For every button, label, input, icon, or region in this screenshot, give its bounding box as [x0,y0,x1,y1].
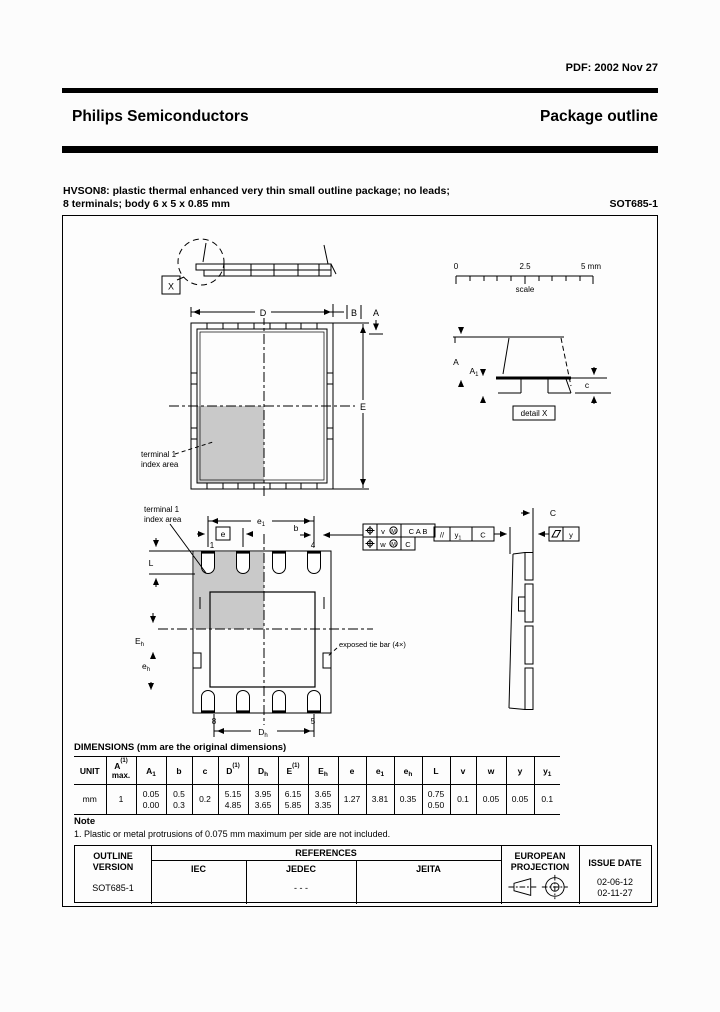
detail-x-marker-label: X [167,281,175,292]
parallelism-frame [434,527,510,554]
package-title-line1: HVSON8: plastic thermal enhanced very thin small outline package; no leads; [63,185,450,197]
scale-bar [454,262,602,294]
svg-text:L: L [148,558,154,568]
bottom-terminals [202,691,321,714]
svg-text:e: e [220,529,226,539]
svg-text:M: M [391,529,396,535]
dim-value-cell: 1 [106,785,136,815]
dim-col-header: $e_1$ [366,757,394,785]
dimensions-caption: DIMENSIONS (mm are the original dimensions) [74,742,287,753]
outline-version-value: SOT685-1 [92,883,134,893]
dim-col-header: w [476,757,506,785]
dim-value-cell: 0.35 [394,785,422,815]
svg-text:A: A [372,308,380,318]
european-projection-header: EUROPEAN [514,851,566,861]
dim-value-cell: 3.95 3.65 [248,785,278,815]
scale-tick-0: 0 [453,262,459,271]
svg-text:index area: index area [144,515,182,524]
dimension-E [333,323,370,489]
note-heading: Note [74,816,96,827]
svg-text:D: D [259,308,267,318]
brand-name: Philips Semiconductors [72,108,249,125]
dim-col-header: $A^{(1)}$ max. [106,757,136,785]
dim-col-header: $D^{(1)}$ [218,757,248,785]
dim-value-cell: 0.05 [506,785,534,815]
dim-value-cell: 0.75 0.50 [422,785,450,815]
dim-col-header: v [450,757,476,785]
dimension-L [149,538,195,587]
detail-x-callout-circle [178,239,224,285]
bottom-view [135,505,435,739]
dimension-Dh [211,714,314,739]
scale-tick-end: 5 mm [581,262,601,271]
svg-text:e1: $e_1$ [256,516,266,528]
dim-col-header: UNIT [74,757,106,785]
issue-date-header: ISSUE DATE [588,858,642,868]
svg-text:A1: $A_1$ [469,366,479,378]
note-item: 1. Plastic or metal protrusions of 0.075 mm maximum per side are not included. [74,829,391,839]
header-rule-top [62,88,658,93]
dimension-b [294,523,363,535]
tie-bar-right [323,653,331,668]
svg-text:C A B: C A B [408,527,428,536]
svg-text:C: C [405,540,411,549]
dimension-e [197,527,253,547]
dimension-A1-detail [469,366,483,403]
dimension-c-detail [585,367,594,404]
jeita-header: JEITA [416,864,441,874]
scale-tick-mid: 2.5 [519,262,531,271]
pdf-date: PDF: 2002 Nov 27 [565,62,658,74]
dim-col-header: $E^{(1)}$ [278,757,308,785]
jedec-header: JEDEC [285,864,316,874]
dim-col-header: $E_h$ [308,757,338,785]
svg-text:w: w [380,540,386,549]
dimensions-table [74,756,560,815]
svg-text:terminal 1: terminal 1 [144,505,180,514]
dim-value-cell: 5.15 4.85 [218,785,248,815]
dim-value-cell: mm [82,794,97,805]
pin-5-label: 5 [310,717,316,726]
references-header: REFERENCES [295,848,357,858]
tolerance-frame-terminals [363,524,435,550]
dim-col-header: $y_1$ [534,757,560,785]
svg-text:Eh: $E_h$ [135,636,145,648]
package-title-line2: 8 terminals; body 6 x 5 x 0.85 mm [63,198,230,210]
dim-value-cell: 0.1 [534,785,560,815]
pin-4-label: 4 [310,541,316,550]
dim-col-header: y [506,757,534,785]
flatness-icon [552,531,561,538]
header-rule-bottom [62,146,658,153]
top-view [141,304,383,497]
references-table: OUTLINE VERSION REFERENCES IEC JEDEC JEITA EUROPEAN PROJECTION ISSUE DATE SOT685-1 - - - 02-06-12 02-11-27 [74,845,652,903]
svg-text:y: y [569,530,573,540]
dim-col-header: e [338,757,366,785]
detail-x-caption: detail X [520,409,548,418]
package-drawing [63,216,655,744]
pin-8-label: 8 [211,717,217,726]
tie-bar-callout [327,640,406,657]
issue-date-value: 02-06-12 [596,877,634,887]
dimensions-value-row [74,785,560,815]
dim-value-cell: 3.81 [366,785,394,815]
parallelism-icon: // [439,530,445,540]
dim-value-cell: 0.5 0.3 [166,785,192,815]
svg-text:C: C [480,530,486,540]
leadframe-side-view [162,239,336,294]
svg-text:terminal 1: terminal 1 [141,450,177,459]
dim-col-header: $D_h$ [248,757,278,785]
svg-text:y1: $y_1$ [454,530,462,542]
dimension-D [191,304,344,318]
dim-value-cell: 6.15 5.85 [278,785,308,815]
svg-text:M: M [391,542,396,548]
svg-text:b: b [293,523,299,533]
dimension-Eh [135,613,153,690]
index-area-shading [197,406,264,483]
dim-value-cell: 1.27 [338,785,366,815]
svg-text:A: A [453,357,459,367]
dim-col-header: $A_1$ [136,757,166,785]
jedec-value: - - - [294,883,308,893]
datum-c-side [521,508,556,552]
outline-version-header: OUTLINE [93,851,133,861]
dim-col-header: c [192,757,218,785]
dim-col-header: $e_h$ [394,757,422,785]
dim-value-cell: 0.05 0.00 [136,785,166,815]
tie-bar-left [193,653,201,668]
pin-1-label: 1 [209,541,215,550]
scale-caption: scale [515,285,535,294]
dim-col-header: L [422,757,450,785]
svg-text:E: E [359,402,367,412]
svg-text:c: c [584,380,590,390]
svg-text:C: C [549,508,557,518]
datum-b [347,305,361,319]
dim-col-header: b [166,757,192,785]
dimensions-header-row [74,757,560,785]
dim-value-cell: 0.05 [476,785,506,815]
detail-x-view [453,328,611,420]
svg-text:Dh: $D_h$ [258,727,268,739]
dim-value-cell: 0.1 [450,785,476,815]
first-angle-projection-icon [501,874,579,900]
document-type: Package outline [539,108,658,125]
iec-header: IEC [190,864,206,874]
outline-figure-box [62,215,658,907]
dim-value-cell: 3.65 3.35 [308,785,338,815]
package-code: SOT685-1 [609,198,658,210]
svg-text:index area: index area [141,460,179,469]
side-profile-view [434,508,579,710]
svg-text:exposed tie bar (4×): exposed tie bar (4×) [339,640,406,649]
svg-text:B: B [350,308,358,318]
svg-text:eh: $e_h$ [142,661,151,673]
dim-value-cell: 0.2 [192,785,218,815]
datum-a [369,308,383,334]
flatness-frame [539,527,580,541]
svg-text:v: v [381,527,385,536]
